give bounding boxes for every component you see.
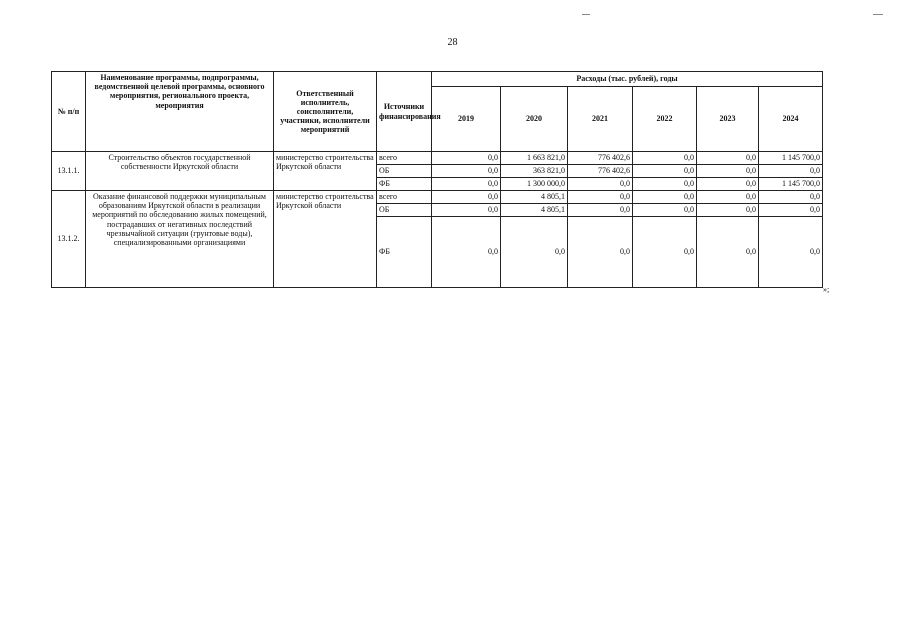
- value-cell: 4 805,1: [501, 191, 568, 204]
- budget-table: [51, 71, 823, 288]
- header-year: 2024: [759, 87, 823, 152]
- row-name: Строительство объектов государственной собственности Иркутской области: [86, 152, 274, 191]
- value-cell: 0,0: [432, 152, 501, 165]
- value-cell: 0,0: [697, 152, 759, 165]
- value-cell: 0,0: [633, 204, 697, 217]
- value-cell: 0,0: [432, 178, 501, 191]
- header-num: № п/п: [52, 72, 86, 152]
- value-cell: 0,0: [432, 204, 501, 217]
- header-year: 2023: [697, 87, 759, 152]
- value-cell: 0,0: [633, 191, 697, 204]
- value-cell: 0,0: [501, 217, 568, 288]
- value-cell: 0,0: [697, 178, 759, 191]
- header-year: 2021: [568, 87, 633, 152]
- value-cell: 776 402,6: [568, 165, 633, 178]
- value-cell: 0,0: [633, 178, 697, 191]
- row-responsible: министерство строительства Иркутской области: [274, 191, 377, 288]
- value-cell: 0,0: [697, 217, 759, 288]
- table-row: [52, 191, 823, 204]
- row-source: ОБ: [377, 204, 432, 217]
- value-cell: 776 402,6: [568, 152, 633, 165]
- value-cell: 0,0: [759, 191, 823, 204]
- header-year: 2022: [633, 87, 697, 152]
- value-cell: 0,0: [759, 165, 823, 178]
- value-cell: 0,0: [633, 217, 697, 288]
- row-name: Оказание финансовой поддержки муниципальным образованиям Иркутской области в реализации мероприятий по обследованию жилых помещений, пострадавших от негативных последствий чрезвычайной ситуации (грунтовые воды), специализированными организациями: [86, 191, 274, 288]
- value-cell: 0,0: [432, 165, 501, 178]
- value-cell: 0,0: [759, 217, 823, 288]
- row-source: ФБ: [377, 217, 432, 288]
- header-expenses: Расходы (тыс. рублей), годы: [432, 72, 823, 87]
- value-cell: 1 663 821,0: [501, 152, 568, 165]
- row-number: 13.1.2.: [52, 191, 86, 288]
- value-cell: 0,0: [697, 204, 759, 217]
- value-cell: 0,0: [432, 217, 501, 288]
- value-cell: 363 821,0: [501, 165, 568, 178]
- row-number: 13.1.1.: [52, 152, 86, 191]
- value-cell: 4 805,1: [501, 204, 568, 217]
- value-cell: 0,0: [759, 204, 823, 217]
- value-cell: 0,0: [568, 217, 633, 288]
- row-source: всего: [377, 191, 432, 204]
- closing-quote-mark: »;: [823, 285, 830, 294]
- value-cell: 0,0: [633, 165, 697, 178]
- row-source: всего: [377, 152, 432, 165]
- header-year: 2019: [432, 87, 501, 152]
- value-cell: 0,0: [697, 165, 759, 178]
- value-cell: 1 145 700,0: [759, 152, 823, 165]
- value-cell: 0,0: [432, 191, 501, 204]
- header-year: 2020: [501, 87, 568, 152]
- row-source: ФБ: [377, 178, 432, 191]
- header-source: Источники финансирования: [377, 72, 432, 152]
- value-cell: 1 145 700,0: [759, 178, 823, 191]
- table-row: [52, 152, 823, 165]
- page-number: 28: [447, 37, 458, 48]
- value-cell: 0,0: [568, 204, 633, 217]
- header-name: Наименование программы, подпрограммы, ведомственной целевой программы, основного мероприятия, регионального проекта, мероприятия: [86, 72, 274, 152]
- value-cell: 0,0: [568, 178, 633, 191]
- value-cell: 1 300 000,0: [501, 178, 568, 191]
- row-source: ОБ: [377, 165, 432, 178]
- value-cell: 0,0: [633, 152, 697, 165]
- value-cell: 0,0: [568, 191, 633, 204]
- value-cell: 0,0: [697, 191, 759, 204]
- header-responsible: Ответственный исполнитель, соисполнители, участники, исполнители мероприятий: [274, 72, 377, 152]
- row-responsible: министерство строительства Иркутской области: [274, 152, 377, 191]
